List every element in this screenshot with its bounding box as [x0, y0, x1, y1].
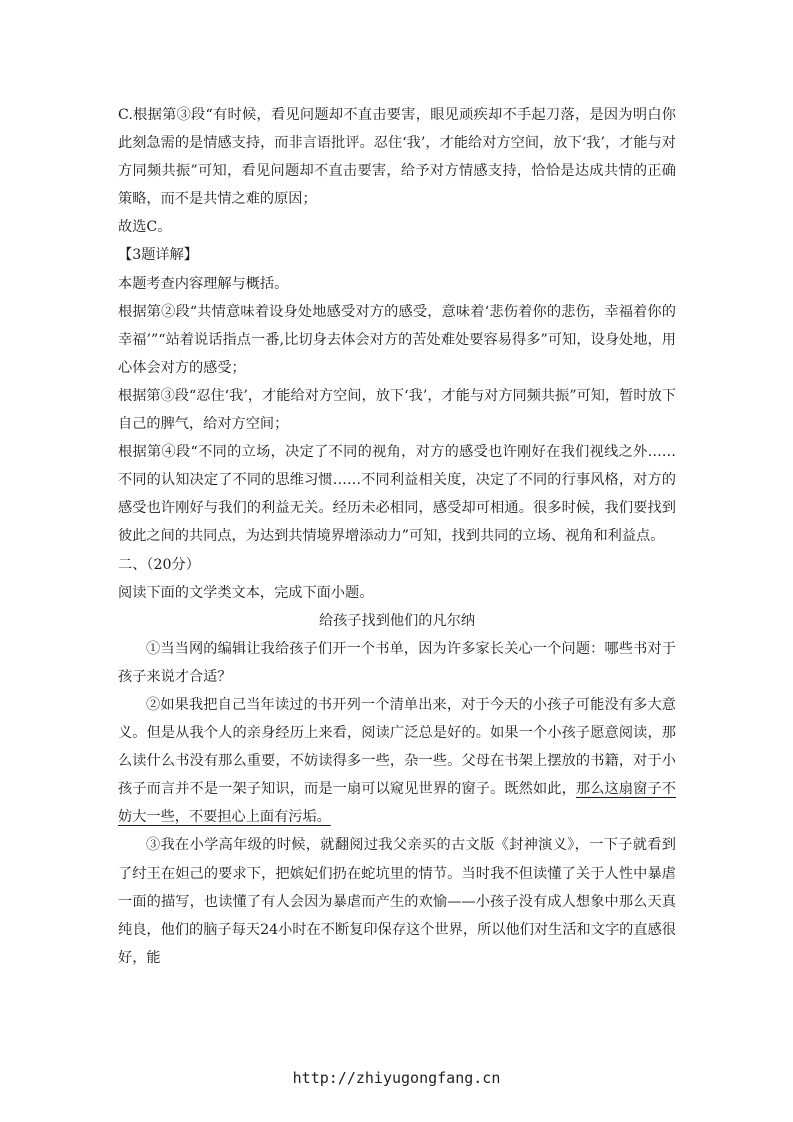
article-paragraph-1: ①当当网的编辑让我给孩子们开一个书单，因为许多家长关心一个问题：哪些书对于孩子来说才合适？: [118, 640, 676, 685]
article-title: 给孩子找到他们的凡尔纳: [318, 612, 476, 629]
answer-choice: 故选C。: [118, 219, 172, 236]
article-paragraph-2: [118, 691, 676, 831]
section-instruction: 阅读下面的文学类文本，完成下面小题。: [118, 584, 374, 601]
section-heading: 二、（20分）: [118, 556, 200, 573]
answer-paragraph-c: C.根据第③段“有时候，看见问题却不直击要害，眼见顽疾却不手起刀落，是因为明白你此刻急需的是情感支持，而非言语批评。忍住‘我’，才能给对方空间，放下‘我’，才能与对方同频共振”可知，看见问题却不直击要害，给予对方情感支持，恰恰是达成共情的正确策略，而不是共情之难的原因；: [118, 107, 676, 208]
article-paragraph-2-text: ②如果我把自己当年读过的书开列一个清单出来，对于今天的小孩子可能没有多大意义。但是从我个人的亲身经历上来看，阅读广泛总是好的。如果一个小孩子愿意阅读，那么读什么书没有那么重要，不妨读得多一些，杂一些。父母在书架上摆放的书籍，对于小孩子而言并不是一架子知识，而是一扇可以窥见世界的窗子。既然如此，: [118, 696, 676, 798]
analysis-paragraph-2: 根据第②段“共情意味着设身处地感受对方的感受，意味着‘悲伤着你的悲伤，幸福着你的幸福’”“站着说话指点一番,比切身去体会对方的苦处难处要容易得多”可知，设身处地，用心体会对方的感受；: [118, 303, 676, 376]
question-3-heading: 【3题详解】: [118, 247, 198, 264]
analysis-paragraph-3: 根据第③段“忍住‘我’，才能给对方空间，放下‘我’，才能与对方同频共振”可知，暂时放下自己的脾气，给对方空间；: [118, 387, 676, 433]
question-3-topic: 本题考查内容理解与概括。: [118, 275, 289, 292]
document-body: [118, 101, 676, 972]
analysis-paragraph-4: 根据第④段“不同的立场，决定了不同的视角，对方的感受也许刚好在我们视线之外……不同的认知决定了不同的思维习惯……不同利益相关度，决定了不同的行事风格，对方的感受也许刚好与我们的利益无关。经历未必相同，感受却可相通。很多时候，我们要找到彼此之间的共同点，为达到共情境界增添动力”可知，找到共同的立场、视角和利益点。: [118, 444, 676, 545]
footer-url: http://zhiyugongfang.cn: [292, 1069, 501, 1087]
underlined-sentence: 那么这扇窗子不妨大一些，不要担心上面有污垢。: [118, 781, 676, 826]
article-paragraph-3: ③我在小学高年级的时候，就翻阅过我父亲买的古文版《封神演义》，一下子就看到了纣王在妲己的要求下，把嫔妃们扔在蛇坑里的情节。当时我不但读懂了关于人性中暴虐一面的描写，也读懂了有人会因为暴虐而产生的欢愉——小孩子没有成人想象中那么天真纯良，他们的脑子每天24小时在不断复印保存这个世界，所以他们对生活和文字的直感很好，能: [118, 837, 676, 966]
